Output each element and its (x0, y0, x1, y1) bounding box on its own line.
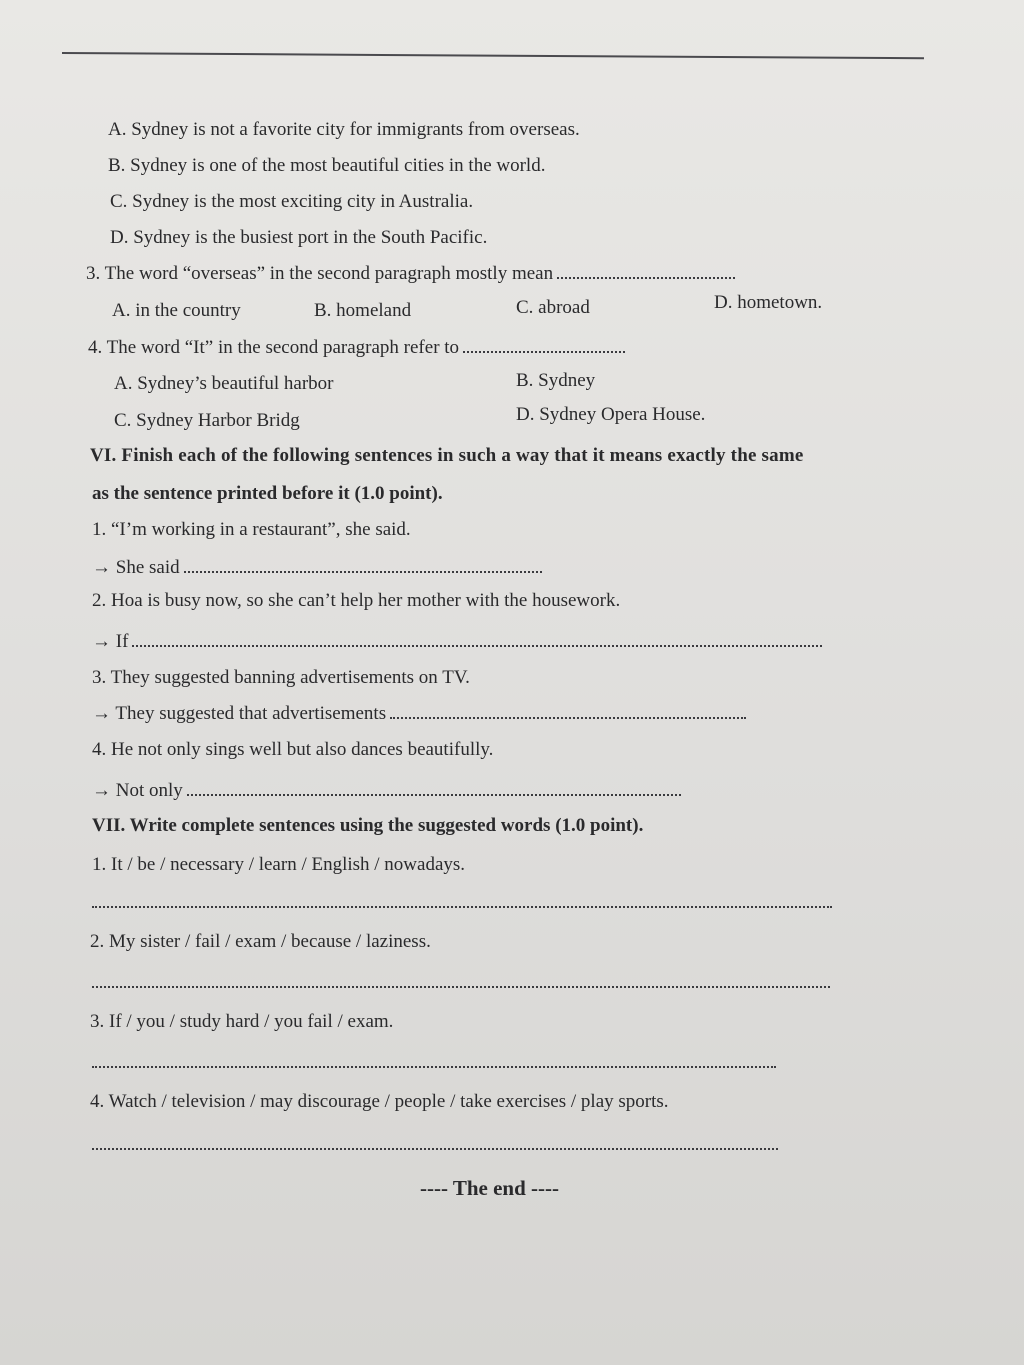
q3-option-d: D. hometown. (714, 292, 823, 313)
q3-question-text: 3. The word “overseas” in the second paragraph mostly mean (86, 263, 554, 284)
vi-item-2-answer (92, 630, 822, 654)
q4-answer-blank[interactable] (463, 350, 625, 353)
section-vii-heading: VII. Write complete sentences using the suggested words (1.0 point). (92, 815, 644, 836)
vii-item-3: 3. If / you / study hard / you fail / exam. (90, 1011, 394, 1032)
vi-item-2-stem: → If (92, 631, 129, 652)
vi-item-1-prompt: 1. “I’m working in a restaurant”, she said. (92, 519, 411, 540)
q4-question-text: 4. The word “It” in the second paragraph refer to (88, 337, 460, 358)
q2-option-d: D. Sydney is the busiest port in the South Pacific. (110, 227, 488, 248)
section-vi-heading-line2: as the sentence printed before it (1.0 point). (92, 483, 443, 504)
q4-question (88, 336, 625, 360)
vi-item-1-answer (92, 556, 542, 580)
vii-item-1: 1. It / be / necessary / learn / English / nowadays. (92, 854, 466, 875)
vi-item-1-stem: → She said (92, 557, 180, 578)
vii-item-4-answer-line[interactable] (92, 1148, 778, 1150)
q4-option-c: C. Sydney Harbor Bridg (114, 410, 300, 431)
vi-item-2-prompt: 2. Hoa is busy now, so she can’t help her mother with the housework. (92, 590, 621, 611)
q3-option-b: B. homeland (314, 300, 412, 321)
bleed-through-text (640, 125, 644, 142)
q2-option-b: B. Sydney is one of the most beautiful cities in the world. (108, 155, 546, 176)
q3-answer-blank[interactable] (557, 276, 735, 279)
q4-option-d: D. Sydney Opera House. (516, 404, 706, 425)
end-marker: ---- The end ---- (420, 1176, 560, 1200)
vi-item-1-blank[interactable] (184, 570, 542, 573)
vi-item-3-prompt: 3. They suggested banning advertisements on TV. (92, 667, 470, 688)
vi-item-4-prompt: 4. He not only sings well but also dances beautifully. (92, 739, 494, 760)
q4-option-b: B. Sydney (516, 370, 596, 391)
vii-item-4: 4. Watch / television / may discourage / people / take exercises / play sports. (90, 1091, 669, 1112)
vi-item-4-answer (92, 779, 681, 803)
top-rule (62, 52, 924, 59)
vii-item-3-answer-line[interactable] (92, 1066, 776, 1068)
vi-item-3-answer (92, 702, 746, 726)
q4-option-a: A. Sydney’s beautiful harbor (114, 373, 334, 394)
q3-option-a: A. in the country (112, 300, 241, 321)
vi-item-3-stem: → They suggested that advertisements (92, 703, 387, 724)
vii-item-2: 2. My sister / fail / exam / because / laziness. (90, 931, 431, 952)
vi-item-4-blank[interactable] (187, 793, 681, 796)
q2-option-a: A. Sydney is not a favorite city for immigrants from overseas. (108, 119, 580, 140)
vi-item-4-stem: → Not only (92, 780, 183, 801)
q3-option-c: C. abroad (516, 297, 590, 318)
vi-item-2-blank[interactable] (132, 644, 822, 647)
vii-item-1-answer-line[interactable] (92, 906, 832, 908)
section-vi-heading-line1: VI. Finish each of the following sentences in such a way that it means exactly the same (90, 445, 804, 466)
vii-item-2-answer-line[interactable] (92, 986, 830, 988)
q3-question (86, 262, 735, 286)
q2-option-c: C. Sydney is the most exciting city in Australia. (110, 191, 474, 212)
vi-item-3-blank[interactable] (390, 716, 746, 719)
